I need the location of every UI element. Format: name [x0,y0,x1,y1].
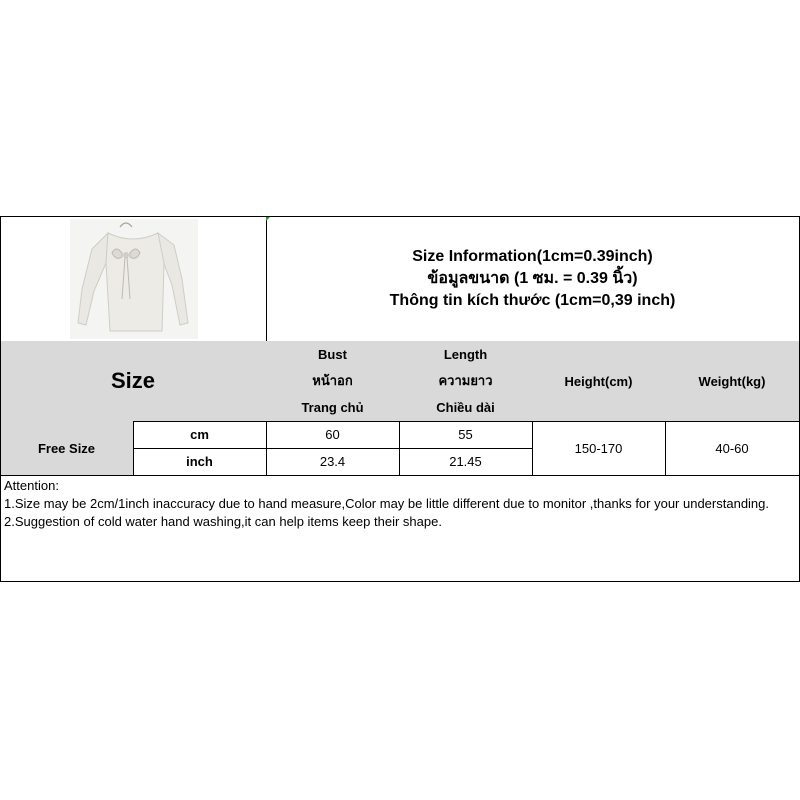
weight-label: Weight(kg) [698,373,766,389]
attention-note-1: 1.Size may be 2cm/1inch inaccuracy due to hand measure,Color may be little different due to monitor ,thanks for your understanding. [4,496,770,511]
attention-note-2: 2.Suggestion of cold water hand washing,it can help items keep their shape. [4,514,442,529]
free-size-label-cell [0,421,134,476]
height-value: 150-170 [574,440,623,456]
cell-corner-mark [266,216,271,221]
bust-label-th: หน้าอก [312,373,353,388]
bust-cm-cell [266,421,400,449]
height-header [532,341,666,422]
unit-cm-cell [133,421,267,449]
attention-heading: Attention: [4,478,59,493]
length-cm-cell [399,421,533,449]
free-size-label: Free Size [37,440,96,456]
height-label: Height(cm) [564,373,633,389]
bust-label-en: Bust [318,346,347,362]
weight-value: 40-60 [715,440,749,456]
bust-header-vi [266,394,400,422]
bust-header-en [266,341,400,368]
weight-value-cell [665,421,800,476]
size-header [0,341,267,422]
bust-label-vi: Trang chủ [301,400,364,415]
bust-inch-value: 23.4 [319,454,346,469]
size-chart [0,216,800,582]
length-inch-cell [399,448,533,476]
length-header-en [399,341,533,368]
size-info-title-th: ข้อมูลขนาด (1 ซม. = 0.39 นิ้ว) [427,269,638,287]
bust-header-th [266,367,400,395]
unit-cm: cm [190,427,209,442]
attention-notes [0,475,800,582]
length-label-th: ความยาว [438,373,493,388]
bust-cm-value: 60 [325,427,340,442]
size-header-label: Size [110,368,156,393]
size-info-header [266,216,800,342]
length-cm-value: 55 [458,427,473,442]
garment-photo-icon [70,219,198,339]
length-inch-value: 21.45 [449,454,482,469]
length-header-th [399,367,533,395]
weight-header [665,341,800,422]
unit-inch: inch [186,454,213,469]
length-header-vi [399,394,533,422]
length-label-en: Length [443,346,488,362]
unit-inch-cell [133,448,267,476]
height-value-cell [532,421,666,476]
size-info-title-vi: Thông tin kích thước (1cm=0,39 inch) [389,291,676,309]
product-image-cell [0,216,267,342]
bust-inch-cell [266,448,400,476]
size-info-title-en: Size Information(1cm=0.39inch) [412,247,653,265]
length-label-vi: Chiều dài [436,400,495,415]
